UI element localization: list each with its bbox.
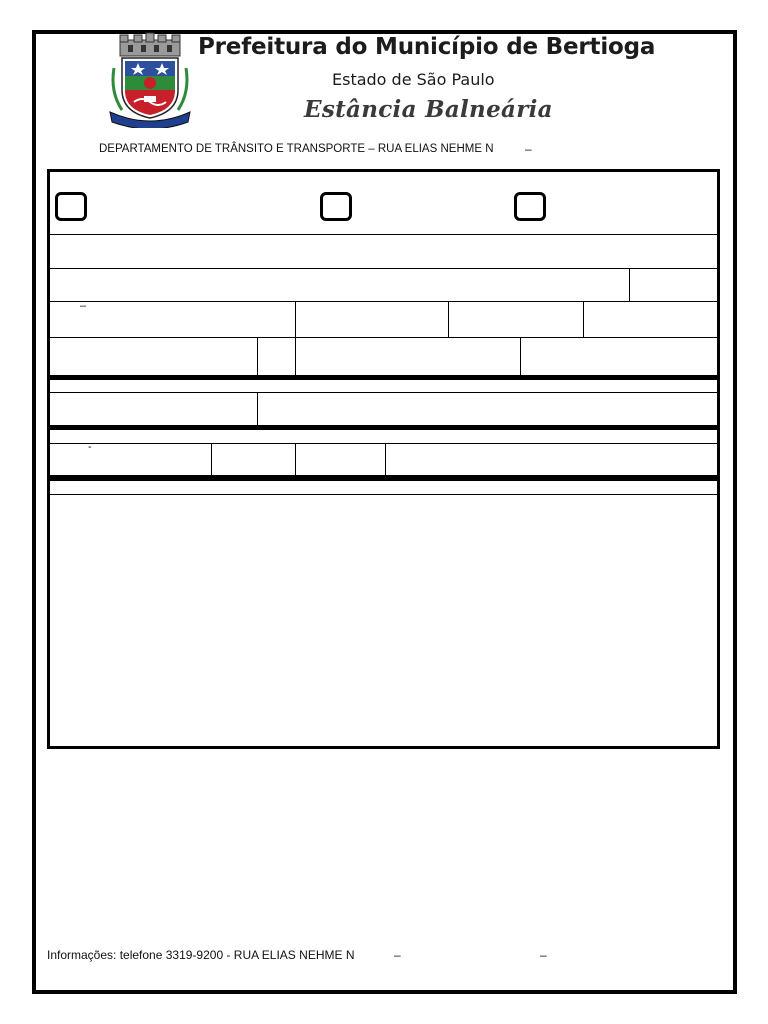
row3-cell-divider	[629, 268, 630, 301]
row7-cell-divider	[257, 392, 258, 425]
row-divider-6	[49, 392, 718, 393]
row8-mark: -	[88, 441, 92, 453]
page-title: Prefeitura do Município de Bertioga	[198, 34, 656, 60]
checkbox-option-1[interactable]	[55, 192, 87, 221]
checkbox-option-3[interactable]	[514, 192, 546, 221]
page-tagline: Estância Balneária	[304, 96, 553, 123]
row8-cell-divider-1	[211, 443, 212, 475]
footer-dash-1: –	[394, 948, 401, 962]
row5-cell-divider-3	[520, 337, 521, 375]
row4-mark: –	[80, 300, 87, 312]
row4-cell-divider-2	[448, 301, 449, 337]
row-divider-4	[49, 337, 718, 338]
footer-dash-2: –	[540, 948, 547, 962]
row5-cell-divider-1	[257, 337, 258, 375]
row8-cell-divider-2	[295, 443, 296, 475]
form-block-lower	[47, 430, 720, 475]
department-line: DEPARTAMENTO DE TRÂNSITO E TRANSPORTE – RUA ELIAS NEHME N	[99, 143, 494, 155]
coat-of-arms-logo	[108, 32, 192, 128]
footer-info: Informações: telefone 3319-9200 - RUA ELIAS NEHME N	[47, 948, 355, 962]
row-divider-2	[49, 268, 718, 269]
row-divider-1	[49, 234, 718, 235]
row4-cell-divider-3	[583, 301, 584, 337]
department-dash: –	[525, 142, 532, 156]
observations-header-divider	[49, 494, 718, 495]
observations-box[interactable]	[47, 481, 720, 749]
row5-cell-divider-2	[295, 337, 296, 375]
row8-cell-divider-3	[385, 443, 386, 475]
form-block-top	[47, 169, 720, 381]
row-divider-8	[49, 443, 718, 444]
row-divider-3	[49, 301, 718, 302]
form-block-middle	[47, 380, 720, 426]
row4-cell-divider-1	[295, 301, 296, 337]
checkbox-option-2[interactable]	[320, 192, 352, 221]
page-subtitle: Estado de São Paulo	[332, 70, 495, 89]
